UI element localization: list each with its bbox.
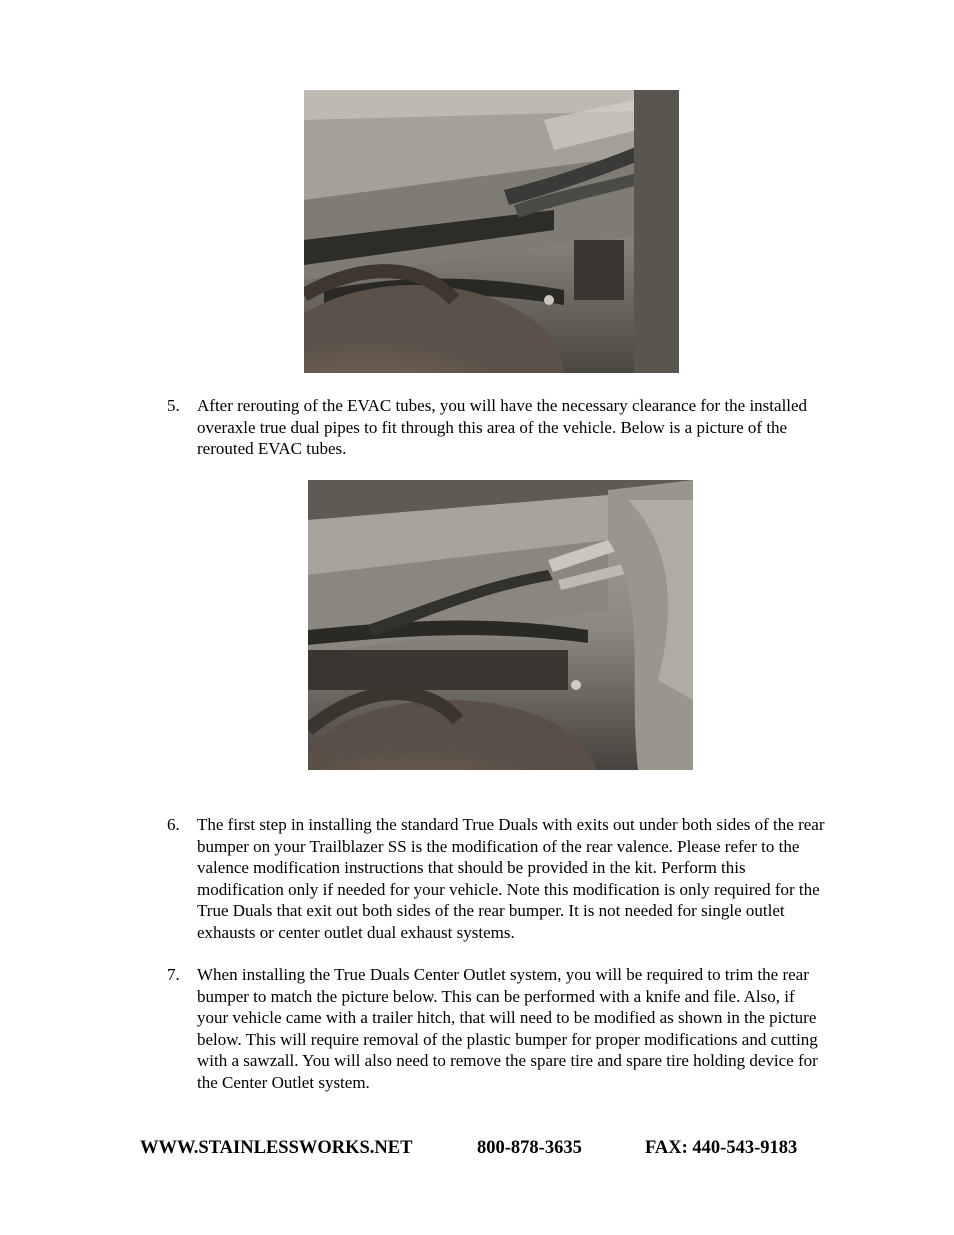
footer-website: WWW.STAINLESSWORKS.NET [140,1138,413,1158]
photo-evac-tubes-image [304,90,679,373]
step-number: 6. [167,815,180,834]
photo-rerouted-evac-tubes-image [308,480,693,770]
step-text: When installing the True Duals Center Outlet system, you will be required to trim the rear bumper to match the picture below. This can be performed with a knife and file. Also, if your vehicle came with a trailer hitch, that will need to be modified as shown in the picture below. This will require removal of the plastic bumper for proper modifications and cutting with a sawzall. You will also need to remove the spare tire and spare tire holding device for the Center Outlet system. [197,965,818,1092]
photo-rerouted-evac-tubes [308,480,693,770]
step-text: The first step in installing the standard True Duals with exits out under both sides of the rear bumper on your Trailblazer SS is the modification of the rear valence. Please refer to the valence modification instructions that should be provided in the kit. Perform this modification only if needed for your vehicle. Note this modification is only required for the True Duals that exit out both sides of the rear bumper. It is not needed for single outlet exhausts or center outlet dual exhaust systems. [197,815,825,942]
footer-fax: FAX: 440-543-9183 [645,1138,798,1158]
instruction-step-6 [167,814,827,943]
step-number: 7. [167,965,180,984]
instruction-step-5 [167,395,827,460]
footer-phone: 800-878-3635 [477,1138,582,1158]
step-number: 5. [167,396,180,415]
photo-evac-tubes [304,90,679,373]
instruction-step-7 [167,964,827,1093]
step-text: After rerouting of the EVAC tubes, you will have the necessary clearance for the installed overaxle true dual pipes to fit through this area of the vehicle. Below is a picture of the rerouted EVAC tubes. [197,396,808,458]
